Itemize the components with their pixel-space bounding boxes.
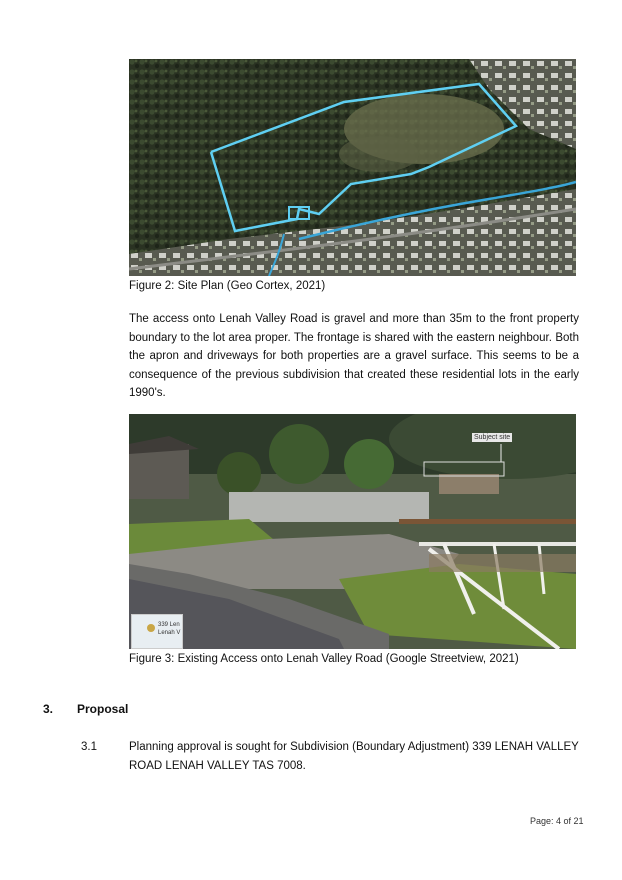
- section-number: 3.: [43, 702, 54, 716]
- item-text: Planning approval is sought for Subdivision (Boundary Adjustment) 339 LENAH VALLEY ROAD LENAH VALLEY TAS 7008.: [129, 741, 579, 772]
- subject-site-label: Subject site: [474, 434, 511, 441]
- figure-3-caption: Figure 3: Existing Access onto Lenah Valley Road (Google Streetview, 2021): [129, 653, 519, 665]
- item-number: 3.1: [81, 741, 97, 753]
- figure-2-caption: Figure 2: Site Plan (Geo Cortex, 2021): [129, 280, 326, 292]
- map-thumbnail-line2: Lenah V: [158, 630, 181, 636]
- map-thumbnail-line1: 339 Len: [158, 622, 180, 628]
- page-number: Page: 4 of 21: [530, 816, 584, 826]
- section-title: Proposal: [77, 702, 129, 716]
- map-thumbnail: [131, 614, 183, 649]
- site-plan-aerial-image: [129, 59, 576, 276]
- streetview-photo: [129, 414, 576, 649]
- map-pin-icon: [147, 624, 155, 632]
- access-paragraph: The access onto Lenah Valley Road is gravel and more than 35m to the front property boundary to the lot area proper. The frontage is shared with the eastern neighbour. Both the apron and driveways for both properties are a gravel surface. This seems to be a consequence of the previous subdivision that created these residential lots in the early 1990's.: [129, 313, 579, 399]
